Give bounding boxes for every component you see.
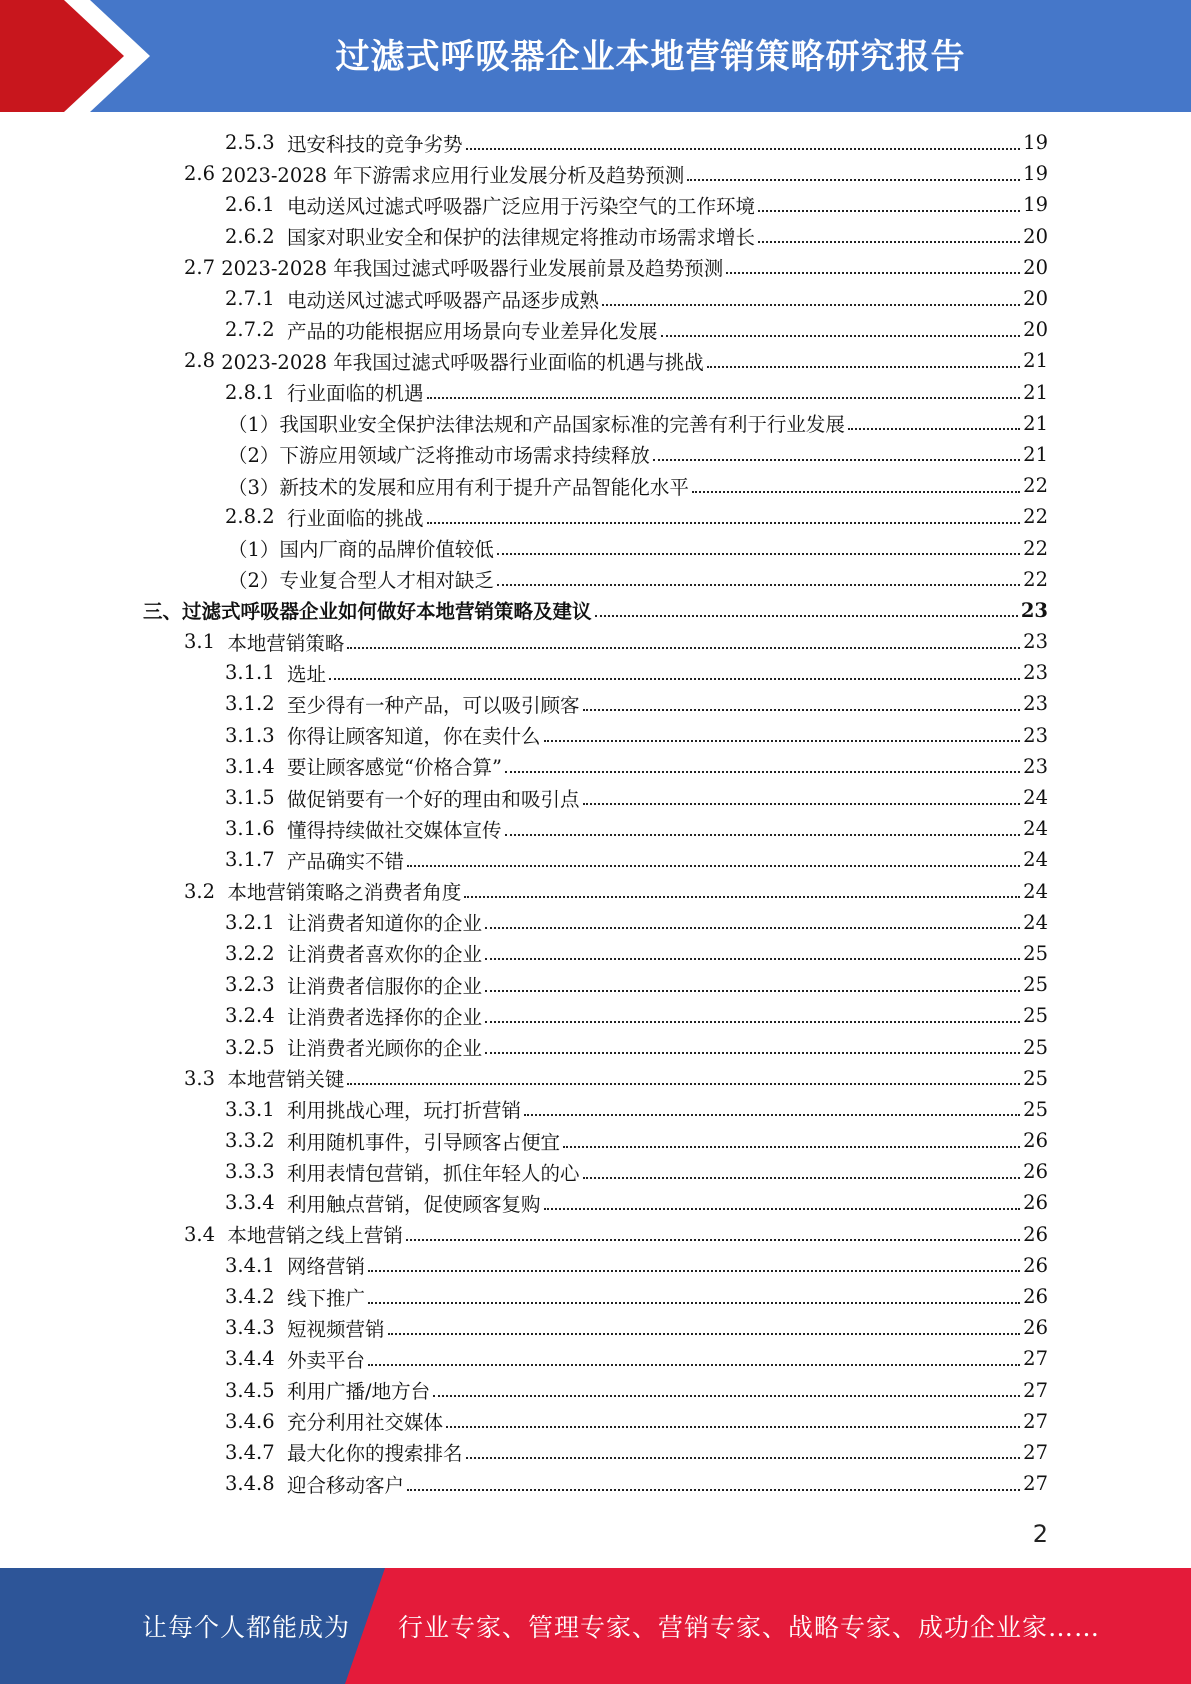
toc-entry-page: 19 <box>1023 162 1048 186</box>
toc-dot-leader <box>427 397 1021 399</box>
toc-dot-leader <box>707 366 1020 368</box>
toc-entry[interactable] <box>0 1125 1191 1156</box>
toc-entry[interactable] <box>0 1219 1191 1250</box>
toc-entry-title: 行业面临的挑战 <box>287 506 424 530</box>
toc-entry-page: 23 <box>1020 598 1048 622</box>
toc-entry[interactable] <box>0 1375 1191 1406</box>
toc-dot-leader <box>407 1489 1020 1491</box>
toc-entry-number: 2.7.1 <box>225 287 288 311</box>
toc-dot-leader <box>583 1177 1021 1179</box>
toc-entry-page: 24 <box>1023 879 1048 903</box>
toc-entry-page: 20 <box>1023 318 1048 342</box>
toc-entry[interactable] <box>0 252 1191 283</box>
toc-entry-page: 23 <box>1023 630 1048 654</box>
toc-dot-leader <box>466 148 1021 150</box>
toc-entry-number: 3.3 <box>184 1066 228 1090</box>
toc-dot-leader <box>602 304 1020 306</box>
toc-entry-title: 利用挑战心理，玩打折营销 <box>287 1099 522 1123</box>
toc-entry-page: 27 <box>1023 1409 1048 1433</box>
toc-entry-title: 迅安科技的竞争劣势 <box>287 132 463 156</box>
toc-entry[interactable] <box>0 782 1191 813</box>
toc-entry-page: 24 <box>1023 817 1048 841</box>
toc-entry[interactable] <box>0 751 1191 782</box>
toc-entry-page: 22 <box>1023 567 1048 591</box>
toc-entry-page: 27 <box>1023 1440 1048 1464</box>
toc-entry-title: 本地营销策略 <box>227 631 345 655</box>
page-footer <box>0 1568 1191 1684</box>
toc-entry[interactable] <box>0 189 1191 220</box>
toc-entry-number: 3.4.7 <box>225 1440 288 1464</box>
toc-entry-number: 3.2.3 <box>225 973 288 997</box>
toc-dot-leader <box>563 1146 1020 1148</box>
toc-entry-page: 21 <box>1023 349 1048 373</box>
toc-dot-leader <box>726 272 1020 274</box>
toc-entry[interactable] <box>0 408 1191 439</box>
toc-entry-number: 3.4 <box>184 1222 228 1246</box>
toc-entry-title: 新技术的发展和应用有利于提升产品智能化水平 <box>279 475 689 499</box>
toc-entry[interactable] <box>0 1187 1191 1218</box>
toc-entry-page: 27 <box>1023 1347 1048 1371</box>
footer-slogan-left: 让每个人都能成为 <box>142 1613 351 1642</box>
toc-entry-title: 本地营销策略之消费者角度 <box>227 881 462 905</box>
toc-entry-page: 22 <box>1023 505 1048 529</box>
toc-entry-page: 24 <box>1023 848 1048 872</box>
toc-entry-title: 短视频营销 <box>287 1317 385 1341</box>
toc-dot-leader <box>544 740 1021 742</box>
toc-dot-leader <box>347 1083 1020 1085</box>
toc-entry-title: 让消费者信服你的企业 <box>287 974 483 998</box>
toc-entry-title: 国家对职业安全和保护的法律规定将推动市场需求增长 <box>287 226 756 250</box>
toc-entry-page: 26 <box>1023 1253 1048 1277</box>
toc-entry-number: 三、 <box>143 600 183 624</box>
toc-entry[interactable] <box>0 626 1191 657</box>
toc-entry[interactable] <box>0 1468 1191 1499</box>
toc-entry-title: 懂得持续做社交媒体宣传 <box>287 818 502 842</box>
toc-entry-page: 23 <box>1023 692 1048 716</box>
toc-entry-title: 2023-2028 年我国过滤式呼吸器行业面临的机遇与挑战 <box>221 350 704 374</box>
toc-dot-leader <box>427 522 1021 524</box>
toc-dot-leader <box>583 803 1021 805</box>
toc-entry-page: 24 <box>1023 786 1048 810</box>
toc-entry[interactable] <box>0 813 1191 844</box>
toc-dot-leader <box>848 428 1020 430</box>
toc-entry[interactable] <box>0 501 1191 532</box>
toc-entry[interactable] <box>0 1343 1191 1374</box>
page-number: 2 <box>1032 1520 1048 1548</box>
toc-entry-number: 2.8.2 <box>225 505 288 529</box>
toc-entry-title: 要让顾客感觉“价格合算” <box>287 756 502 780</box>
toc-entry-page: 24 <box>1023 910 1048 934</box>
toc-entry-number: 3.4.1 <box>225 1253 288 1277</box>
toc-entry[interactable] <box>0 1437 1191 1468</box>
toc-entry-title: 至少得有一种产品，可以吸引顾客 <box>287 693 580 717</box>
toc-entry[interactable] <box>0 439 1191 470</box>
toc-dot-leader <box>406 1239 1020 1241</box>
toc-entry-number: 3.1.4 <box>225 754 288 778</box>
toc-dot-leader <box>466 1457 1021 1459</box>
toc-entry-number: 3.3.3 <box>225 1160 288 1184</box>
toc-entry[interactable] <box>0 720 1191 751</box>
toc-entry-title: 线下推广 <box>287 1286 366 1310</box>
toc-entry[interactable] <box>0 1250 1191 1281</box>
toc-entry-page: 26 <box>1023 1316 1048 1340</box>
toc-entry-number: 2.7 <box>184 255 222 279</box>
toc-entry-title: 2023-2028 年我国过滤式呼吸器行业发展前景及趋势预测 <box>221 257 724 281</box>
toc-entry[interactable] <box>0 1094 1191 1125</box>
toc-entry-page: 23 <box>1023 723 1048 747</box>
toc-entry[interactable] <box>0 1156 1191 1187</box>
toc-entry-page: 20 <box>1023 224 1048 248</box>
toc-entry-number: （1） <box>228 413 280 437</box>
footer-slogan-right: 行业专家、管理专家、营销专家、战略专家、成功企业家…… <box>398 1613 1101 1642</box>
toc-entry-page: 21 <box>1023 442 1048 466</box>
toc-dot-leader <box>407 865 1020 867</box>
toc-entry-title: 充分利用社交媒体 <box>287 1411 444 1435</box>
toc-entry-title: 过滤式呼吸器企业如何做好本地营销策略及建议 <box>182 600 592 624</box>
toc-dot-leader <box>485 1052 1020 1054</box>
toc-entry-number: 3.4.8 <box>225 1472 288 1496</box>
toc-entry-title: 本地营销关键 <box>227 1068 345 1092</box>
toc-entry-page: 27 <box>1023 1378 1048 1402</box>
toc-dot-leader <box>583 709 1021 711</box>
toc-entry-number: 3.3.4 <box>225 1191 288 1215</box>
toc-entry-page: 21 <box>1023 380 1048 404</box>
table-of-contents <box>0 127 1191 1499</box>
toc-entry-page: 26 <box>1023 1129 1048 1153</box>
toc-entry[interactable] <box>0 907 1191 938</box>
toc-entry[interactable] <box>0 595 1191 626</box>
toc-entry-title: 最大化你的搜索排名 <box>287 1442 463 1466</box>
toc-entry-page: 21 <box>1023 411 1048 435</box>
toc-entry-number: 2.6 <box>184 162 222 186</box>
toc-entry-number: 3.3.1 <box>225 1097 288 1121</box>
toc-entry[interactable] <box>0 876 1191 907</box>
toc-entry-number: 3.1.1 <box>225 661 288 685</box>
toc-entry[interactable] <box>0 470 1191 501</box>
toc-entry[interactable] <box>0 345 1191 376</box>
toc-entry-title: 让消费者选择你的企业 <box>287 1005 483 1029</box>
toc-entry-page: 23 <box>1023 754 1048 778</box>
toc-entry-page: 25 <box>1023 1066 1048 1090</box>
toc-entry[interactable] <box>0 127 1191 158</box>
toc-entry-page: 22 <box>1023 474 1048 498</box>
toc-entry-page: 26 <box>1023 1285 1048 1309</box>
toc-entry-number: 3.3.2 <box>225 1129 288 1153</box>
toc-entry-title: 你得让顾客知道，你在卖什么 <box>287 725 541 749</box>
toc-entry-number: （3） <box>228 475 280 499</box>
toc-entry[interactable] <box>0 1031 1191 1062</box>
toc-entry-page: 19 <box>1023 131 1048 155</box>
toc-entry[interactable] <box>0 532 1191 563</box>
toc-dot-leader <box>368 1364 1020 1366</box>
toc-dot-leader <box>464 896 1020 898</box>
toc-entry-title: 产品的功能根据应用场景向专业差异化发展 <box>287 319 658 343</box>
toc-dot-leader <box>485 958 1020 960</box>
toc-dot-leader <box>687 179 1020 181</box>
toc-entry-number: 2.7.2 <box>225 318 288 342</box>
toc-entry[interactable] <box>0 1406 1191 1437</box>
toc-entry-title: 让消费者知道你的企业 <box>287 912 483 936</box>
toc-entry-number: 2.6.2 <box>225 224 288 248</box>
toc-entry-page: 19 <box>1023 193 1048 217</box>
toc-entry[interactable] <box>0 1312 1191 1343</box>
toc-entry-number: （2） <box>228 444 280 468</box>
toc-entry-number: 3.2.5 <box>225 1035 288 1059</box>
toc-dot-leader <box>692 491 1020 493</box>
toc-dot-leader <box>368 1302 1020 1304</box>
toc-dot-leader <box>524 1114 1020 1116</box>
toc-entry-page: 22 <box>1023 536 1048 560</box>
toc-entry-title: 电动送风过滤式呼吸器广泛应用于污染空气的工作环境 <box>287 194 756 218</box>
toc-dot-leader <box>653 459 1020 461</box>
toc-entry-title: 行业面临的机遇 <box>287 382 424 406</box>
toc-dot-leader <box>497 584 1020 586</box>
toc-entry-title: 本地营销之线上营销 <box>227 1224 403 1248</box>
toc-dot-leader <box>661 335 1021 337</box>
toc-entry-number: 3.1.2 <box>225 692 288 716</box>
toc-entry-number: 3.4.3 <box>225 1316 288 1340</box>
toc-entry-title: 做促销要有一个好的理由和吸引点 <box>287 787 580 811</box>
toc-entry-page: 20 <box>1023 255 1048 279</box>
page-header <box>0 0 1191 112</box>
toc-dot-leader <box>505 771 1020 773</box>
toc-entry-page: 25 <box>1023 1097 1048 1121</box>
toc-entry-title: 利用随机事件，引导顾客占便宜 <box>287 1130 561 1154</box>
toc-entry[interactable] <box>0 283 1191 314</box>
toc-dot-leader <box>368 1270 1020 1272</box>
toc-entry-title: 网络营销 <box>287 1255 366 1279</box>
toc-entry[interactable] <box>0 314 1191 345</box>
toc-entry-page: 26 <box>1023 1222 1048 1246</box>
toc-entry[interactable] <box>0 688 1191 719</box>
toc-entry-title: 我国职业安全保护法律法规和产品国家标准的完善有利于行业发展 <box>279 413 845 437</box>
toc-dot-leader <box>758 241 1020 243</box>
toc-entry-page: 25 <box>1023 973 1048 997</box>
toc-dot-leader <box>329 678 1020 680</box>
toc-entry-number: （1） <box>228 538 280 562</box>
toc-dot-leader <box>433 1395 1020 1397</box>
toc-entry-page: 25 <box>1023 1035 1048 1059</box>
toc-entry-title: 国内厂商的品牌价值较低 <box>279 538 494 562</box>
toc-entry-number: 2.8 <box>184 349 222 373</box>
toc-entry[interactable] <box>0 158 1191 189</box>
toc-dot-leader <box>595 615 1018 617</box>
toc-entry-title: 让消费者光顾你的企业 <box>287 1037 483 1061</box>
toc-entry-title: 外卖平台 <box>287 1348 366 1372</box>
toc-entry-title: 迎合移动客户 <box>287 1473 405 1497</box>
toc-entry-number: 3.2.2 <box>225 941 288 965</box>
toc-entry[interactable] <box>0 564 1191 595</box>
toc-entry[interactable] <box>0 1281 1191 1312</box>
report-title: 过滤式呼吸器企业本地营销策略研究报告 <box>335 36 966 77</box>
toc-entry-number: 3.1 <box>184 630 228 654</box>
toc-entry-page: 25 <box>1023 1004 1048 1028</box>
toc-entry-number: 3.4.5 <box>225 1378 288 1402</box>
toc-entry-title: 下游应用领域广泛将推动市场需求持续释放 <box>279 444 650 468</box>
toc-entry-number: 3.1.5 <box>225 786 288 810</box>
toc-dot-leader <box>388 1333 1021 1335</box>
toc-dot-leader <box>446 1426 1020 1428</box>
toc-dot-leader <box>544 1208 1021 1210</box>
toc-entry-number: 3.4.4 <box>225 1347 288 1371</box>
toc-entry-number: （2） <box>228 569 280 593</box>
toc-dot-leader <box>485 927 1020 929</box>
toc-entry-number: 3.4.6 <box>225 1409 288 1433</box>
toc-entry-page: 26 <box>1023 1160 1048 1184</box>
toc-entry-title: 2023-2028 年下游需求应用行业发展分析及趋势预测 <box>221 163 685 187</box>
toc-entry-number: 3.1.3 <box>225 723 288 747</box>
toc-entry-title: 专业复合型人才相对缺乏 <box>279 569 494 593</box>
header-arrow-icon <box>0 0 160 112</box>
toc-dot-leader <box>758 210 1020 212</box>
toc-entry-title: 利用表情包营销，抓住年轻人的心 <box>287 1161 580 1185</box>
toc-entry[interactable] <box>0 657 1191 688</box>
toc-entry-page: 27 <box>1023 1472 1048 1496</box>
toc-entry[interactable] <box>0 377 1191 408</box>
toc-entry-page: 23 <box>1023 661 1048 685</box>
toc-entry-title: 让消费者喜欢你的企业 <box>287 943 483 967</box>
toc-dot-leader <box>505 834 1021 836</box>
toc-entry-number: 3.2.1 <box>225 910 288 934</box>
toc-entry-page: 25 <box>1023 941 1048 965</box>
toc-entry-title: 利用广播/地方台 <box>287 1380 431 1404</box>
toc-entry[interactable] <box>0 221 1191 252</box>
toc-dot-leader <box>347 647 1020 649</box>
toc-entry-number: 3.2 <box>184 879 228 903</box>
toc-entry[interactable] <box>0 938 1191 969</box>
toc-entry-number: 3.2.4 <box>225 1004 288 1028</box>
toc-entry[interactable] <box>0 1063 1191 1094</box>
toc-entry-number: 2.5.3 <box>225 131 288 155</box>
toc-dot-leader <box>485 990 1020 992</box>
toc-entry-title: 产品确实不错 <box>287 849 405 873</box>
toc-dot-leader <box>497 553 1020 555</box>
toc-dot-leader <box>485 1021 1020 1023</box>
toc-entry-page: 26 <box>1023 1191 1048 1215</box>
toc-entry[interactable] <box>0 969 1191 1000</box>
toc-entry[interactable] <box>0 1000 1191 1031</box>
toc-entry-title: 电动送风过滤式呼吸器产品逐步成熟 <box>287 288 600 312</box>
toc-entry-number: 2.8.1 <box>225 380 288 404</box>
toc-entry-page: 20 <box>1023 287 1048 311</box>
toc-entry-title: 利用触点营销，促使顾客复购 <box>287 1192 541 1216</box>
toc-entry-number: 3.1.6 <box>225 817 288 841</box>
toc-entry-number: 3.1.7 <box>225 848 288 872</box>
toc-entry-title: 选址 <box>287 662 327 686</box>
toc-entry-number: 2.6.1 <box>225 193 288 217</box>
toc-entry-number: 3.4.2 <box>225 1285 288 1309</box>
toc-entry[interactable] <box>0 844 1191 875</box>
